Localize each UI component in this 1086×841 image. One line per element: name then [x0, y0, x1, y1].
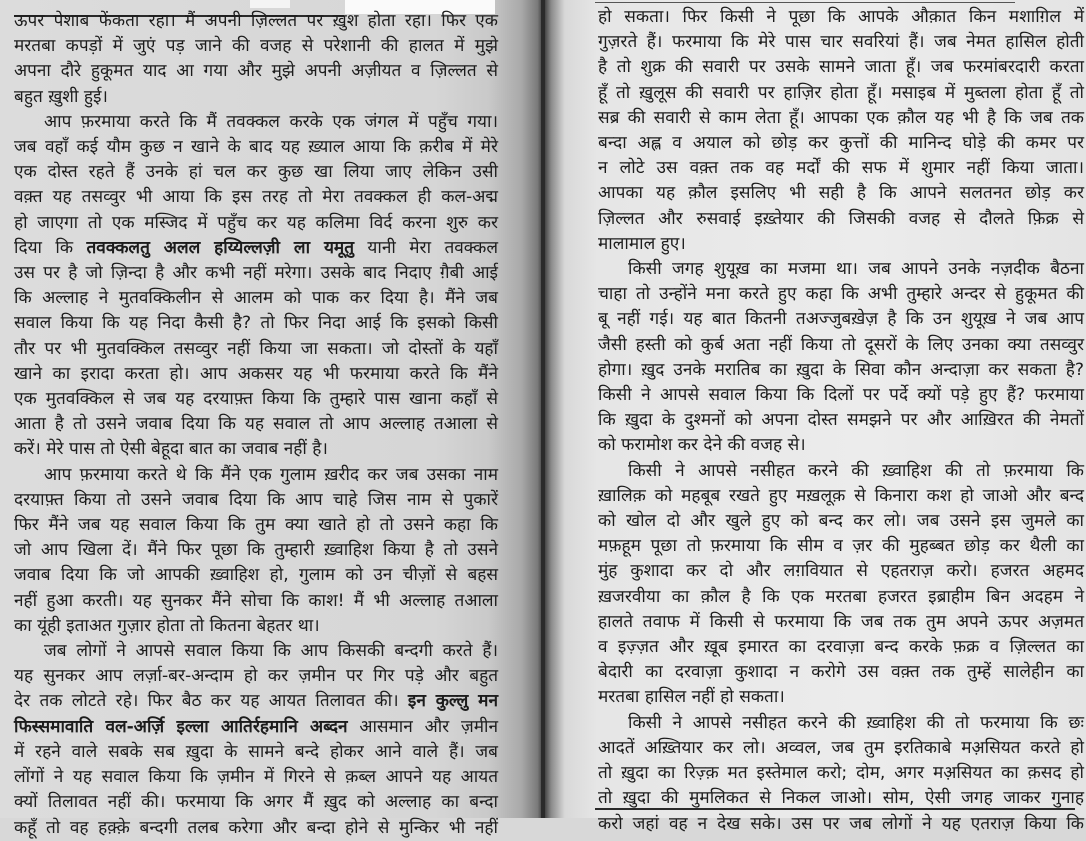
text-line: मरतबा हासिल नहीं हो सकता। [598, 687, 785, 708]
top-edge-paper [250, 0, 290, 8]
arabic-verse-bold: फिस्समावाति वल-अर्ज़ि इल्ला आतिर्रहमानि अब्दन [14, 716, 348, 737]
text-line: बहुत ख़ुशी हुई। [14, 86, 108, 107]
text-line [14, 236, 498, 261]
text-line: मालामाल हुए। [598, 233, 686, 254]
text-line: जैसी हस्ती को कुर्ब अता नहीं किया तो दूसरों के लिए उनका क्या तसव्वुर [598, 334, 1084, 355]
text-line: एक दोस्त रहते हैं उनके हां चल कर कुछ खा लिया जाए लेकिन उसी [14, 162, 498, 183]
right-page-text [598, 5, 1084, 837]
text-line: कि अल्लाह ने मुतवक्किलीन से आलम को पाक कर दिया है। मैंने जब [14, 288, 498, 309]
text-line: में रहने वाले सबके सब ख़ुदा के सामने बन्दे होकर आने वाले हैं। जब [14, 741, 498, 762]
text-line: कि ख़ुदा के दुश्मनों को अपना दोस्त समझने पर और आख़िरत की नेमतों [598, 410, 1084, 431]
text-line: बू नहीं गई। यह बात कितनी तअज्जुबख़ेज़ है कि उन शुयूख़ ने जब आप [598, 309, 1084, 330]
text-line: को फरामोश कर देने की वजह से। [598, 435, 806, 456]
book-spine [541, 0, 545, 818]
text-line: लोंगों ने यह सवाल किया कि ज़मीन में गिरने से क़ब्ल आपने यह आयत [14, 767, 498, 788]
text-line: यह सुनकर आप लर्ज़ा-बर-अन्दाम हो कर ज़मीन पर गिर पड़े और बहुत [14, 666, 498, 687]
arabic-verse-bold: इन कुल्लु मन [407, 691, 498, 712]
text-line: सवाल किया कि यह निदा कैसी है? तो फिर निदा आई कि इसको किसी [14, 313, 498, 334]
text-line: फिर मैंने जब यह सवाल किया कि तुम क्या खाते हो तो उसने कहा कि [14, 515, 498, 536]
text-line: अपना दौरे हुकूमत याद आ गया और मुझे अपनी अज़ीयत व ज़िल्लत से [14, 61, 498, 82]
text-line: नहीं हुआ करती। यह सुनकर मैंने सोचा कि काश! मैं भी अल्लाह तआला [14, 590, 498, 611]
bottom-rule [595, 808, 1075, 810]
text-line: व इज़्ज़त और ख़ूब इमारत का दरवाज़ा बन्द करके फ़क्र व ज़िल्लत का [598, 637, 1084, 658]
text-line: वक़्त यह तसव्वुर भी आया कि इस तरह तो मेरा तवक्कल ही कल-अद्म [14, 187, 498, 208]
text-line: मुंह कुशादा कर दो और लग़वियात से एहतराज़ करो। हजरत अहमद [598, 561, 1084, 582]
text-segment: यानी मेरा तवक्कल [354, 237, 499, 258]
text-line: गुज़रते हैं। फरमाया कि मेरे पास चार सवरियां हैं। जब नेमत हासिल होती [598, 32, 1084, 53]
text-line: करो जहां वह न देख सके। उस पर जब लोगों ने यह एतराज़ किया कि [598, 813, 1084, 834]
text-line: होगा। ख़ुद उनके मरातिब का ख़ुदा के सिवा कौन अन्दाज़ा कर सकता है? [598, 359, 1084, 380]
text-line: हालते तवाफ में किसी से फरमाया कि जब तक तुम अपने ऊपर अज़मत [598, 611, 1084, 632]
text-line: क्यों तिलावत नहीं की। फरमाया कि अगर मैं ख़ुद को अल्लाह का बन्दा [14, 792, 498, 813]
text-segment: देर तक लोटते रहे। फिर बैठ कर यह आयत तिलावत की। [14, 691, 408, 712]
text-line: आदतें अख़्तियार कर लो। अव्वल, जब तुम इरतिकाबे मअ़सियत करते हो [598, 737, 1084, 758]
text-line: जवाब दिया कि जो आपकी ख़्वाहिश हो, गुलाम को उन चीज़ों से बहस [14, 565, 498, 586]
text-line: मफ़हूम पूछा तो फ़रमाया कि सीम व ज़र की मुहब्बत छोड़ कर थैली का [598, 536, 1084, 557]
text-line [14, 689, 498, 714]
arabic-verse-bold: तवक्कलतु अलल हय्यिल्लज़ी ला यमूतु [86, 237, 355, 258]
text-line: चाहा तो उन्होंने मना करते हुए कहा कि अभी तुम्हारे अन्दर से हुकूमत की [598, 284, 1084, 305]
text-line: दरयाफ़्त किया तो उसने जवाब दिया कि आप चाहे जिस नाम से पुकारें [14, 489, 498, 510]
text-line: उस पर है जो ज़िन्दा है और कभी नहीं मरेगा। उसके बाद निदाए ग़ैबी आई [14, 263, 498, 284]
text-line: आप फ़रमाया करते थे कि मैंने एक गुलाम ख़रीद कर जब उसका नाम [44, 464, 498, 485]
text-line: हूँ तो ख़ुलूस की सवारी पर हाज़िर होता हूँ। मसाइब में मुब्तला होता हूँ तो [598, 82, 1084, 103]
text-line: ख़जरवीया का क़ौल है कि एक मरतबा हजरत इब्राहीम बिन अदहम ने [598, 586, 1084, 607]
text-line [14, 715, 498, 740]
text-line: खाने का इरादा करता हो। आप अकसर यह भी फरमाया करते कि मैंने [14, 363, 498, 384]
text-line: हो सकता। फिर किसी ने पूछा कि आपके औक़ात किन मशाग़िल में [598, 7, 1084, 27]
text-line: ख़ालिक़ को महबूब रखते हुए मख़लूक़ से किनारा कश हो जाओ और बन्द [598, 485, 1084, 506]
text-line: हो जाएगा तो एक मस्जिद में पहुँच कर यह कलिमा विर्द करना शुरु कर [14, 212, 498, 233]
text-line: का यूंही इताअत गुज़ार होता तो कितना बेहतर था। [14, 615, 320, 636]
text-line: कहूँ तो वह हक़्क़े बन्दगी तलब करेगा और बन्दा होने से मुन्किर भी नहीं [14, 817, 498, 838]
text-line: ऊपर पेशाब फेंकता रहा। मैं अपनी ज़िल्लत पर ख़ुश होता रहा। फिर एक [14, 11, 498, 31]
text-line: किसी ने आपसे नसीहत करने की ख़्वाहिश की तो फरमाया कि छः [628, 712, 1084, 733]
text-line: किसी जगह शुयूख़ का मजमा था। जब आपने उनके नज़दीक बैठना [628, 259, 1084, 280]
text-line: तौर पर भी मुतवक्किल तसव्वुर नहीं किया जा सकता। जो दोस्तों के यहाँ [14, 338, 498, 359]
text-line: किसी ने आपसे सवाल किया कि दिलों पर पर्दे क्यों पड़े हुए हैं? फरमाया [598, 385, 1084, 406]
left-page [0, 0, 543, 838]
text-line: बेदारी का दरवाज़ा कुशादा न करोगे उस वक़्त तक तुम्हें सालेहीन का [598, 662, 1084, 683]
text-line: आता है तो उसने जवाब दिया कि यह सवाल तो आप अल्लाह तआला से [14, 414, 498, 435]
text-line: तो ख़ुदा की मुमलिकत से निकल जाओ। सोम, ऐसी जगह जाकर गुनाह [598, 788, 1084, 809]
text-line: एक मुतवक्किल से जब यह दरयाफ़्त किया कि तुम्हारे पास खाना कहाँ से [14, 389, 498, 410]
text-line: है तो शुक्र की सवारी पर उसके सामने जाता हूँ। जब फरमांबरदारी करता [598, 57, 1084, 78]
text-line: बन्दा अह्ल व अयाल को छोड़ कर कुत्तों की मानिन्द घोड़े की कमर पर [598, 133, 1084, 154]
text-segment: आसमान और ज़मीन [347, 716, 498, 737]
text-line: किसी ने आपसे नसीहत करने की ख़्वाहिश की तो फ़रमाया कि [628, 460, 1084, 481]
text-line: जब वहाँ कई यौम कुछ न खाने के बाद यह ख़्याल आया कि क़रीब में मेरे [14, 137, 498, 158]
text-line: आपका यह क़ौल इसलिए भी सही है कि आपने सलतनत छोड़ कर [598, 183, 1084, 204]
right-page [543, 0, 1086, 834]
text-line: सब्र की सवारी से काम लेता हूँ। आपका एक क़ौल यह भी है कि जब तक [598, 107, 1084, 128]
text-line: मरतबा कपड़ों में जुएं पड़ जाने की वजह से परेशानी की हालत में मुझे [14, 36, 498, 57]
top-rule [595, 2, 1015, 3]
text-line: तो ख़ुदा का रिज़्क़ मत इस्तेमाल करो; दोम, अगर मअ़सियत का क़सद हो [598, 763, 1084, 784]
text-line: जब लोगों ने आपसे सवाल किया कि आप किसकी बन्दगी करते हैं। [44, 641, 498, 662]
left-page-text [14, 9, 498, 841]
text-line: को खोल दो और खुले हुए को बन्द कर लो। जब उसने इस जुमले का [598, 511, 1084, 532]
text-segment: दिया कि [14, 237, 87, 258]
text-line: न लोटे उस वक़्त तक वह मर्दों की सफ में शुमार नहीं किया जाता। [598, 158, 1084, 179]
text-line: जो आप खिला दें। मैंने फिर पूछा कि तुम्हारी ख़्वाहिश किया है तो उसने [14, 540, 498, 561]
text-line: करें। मेरे पास तो ऐसी बेहूदा बात का जवाब नहीं है। [14, 439, 328, 460]
text-line: आप फ़रमाया करते कि मैं तवक्कल करके एक जंगल में पहुँच गया। [44, 111, 498, 132]
text-line: ज़िल्लत और रुसवाई इख़्तेयार की जिसकी वजह से दौलते फ़िक्र से [598, 208, 1084, 229]
